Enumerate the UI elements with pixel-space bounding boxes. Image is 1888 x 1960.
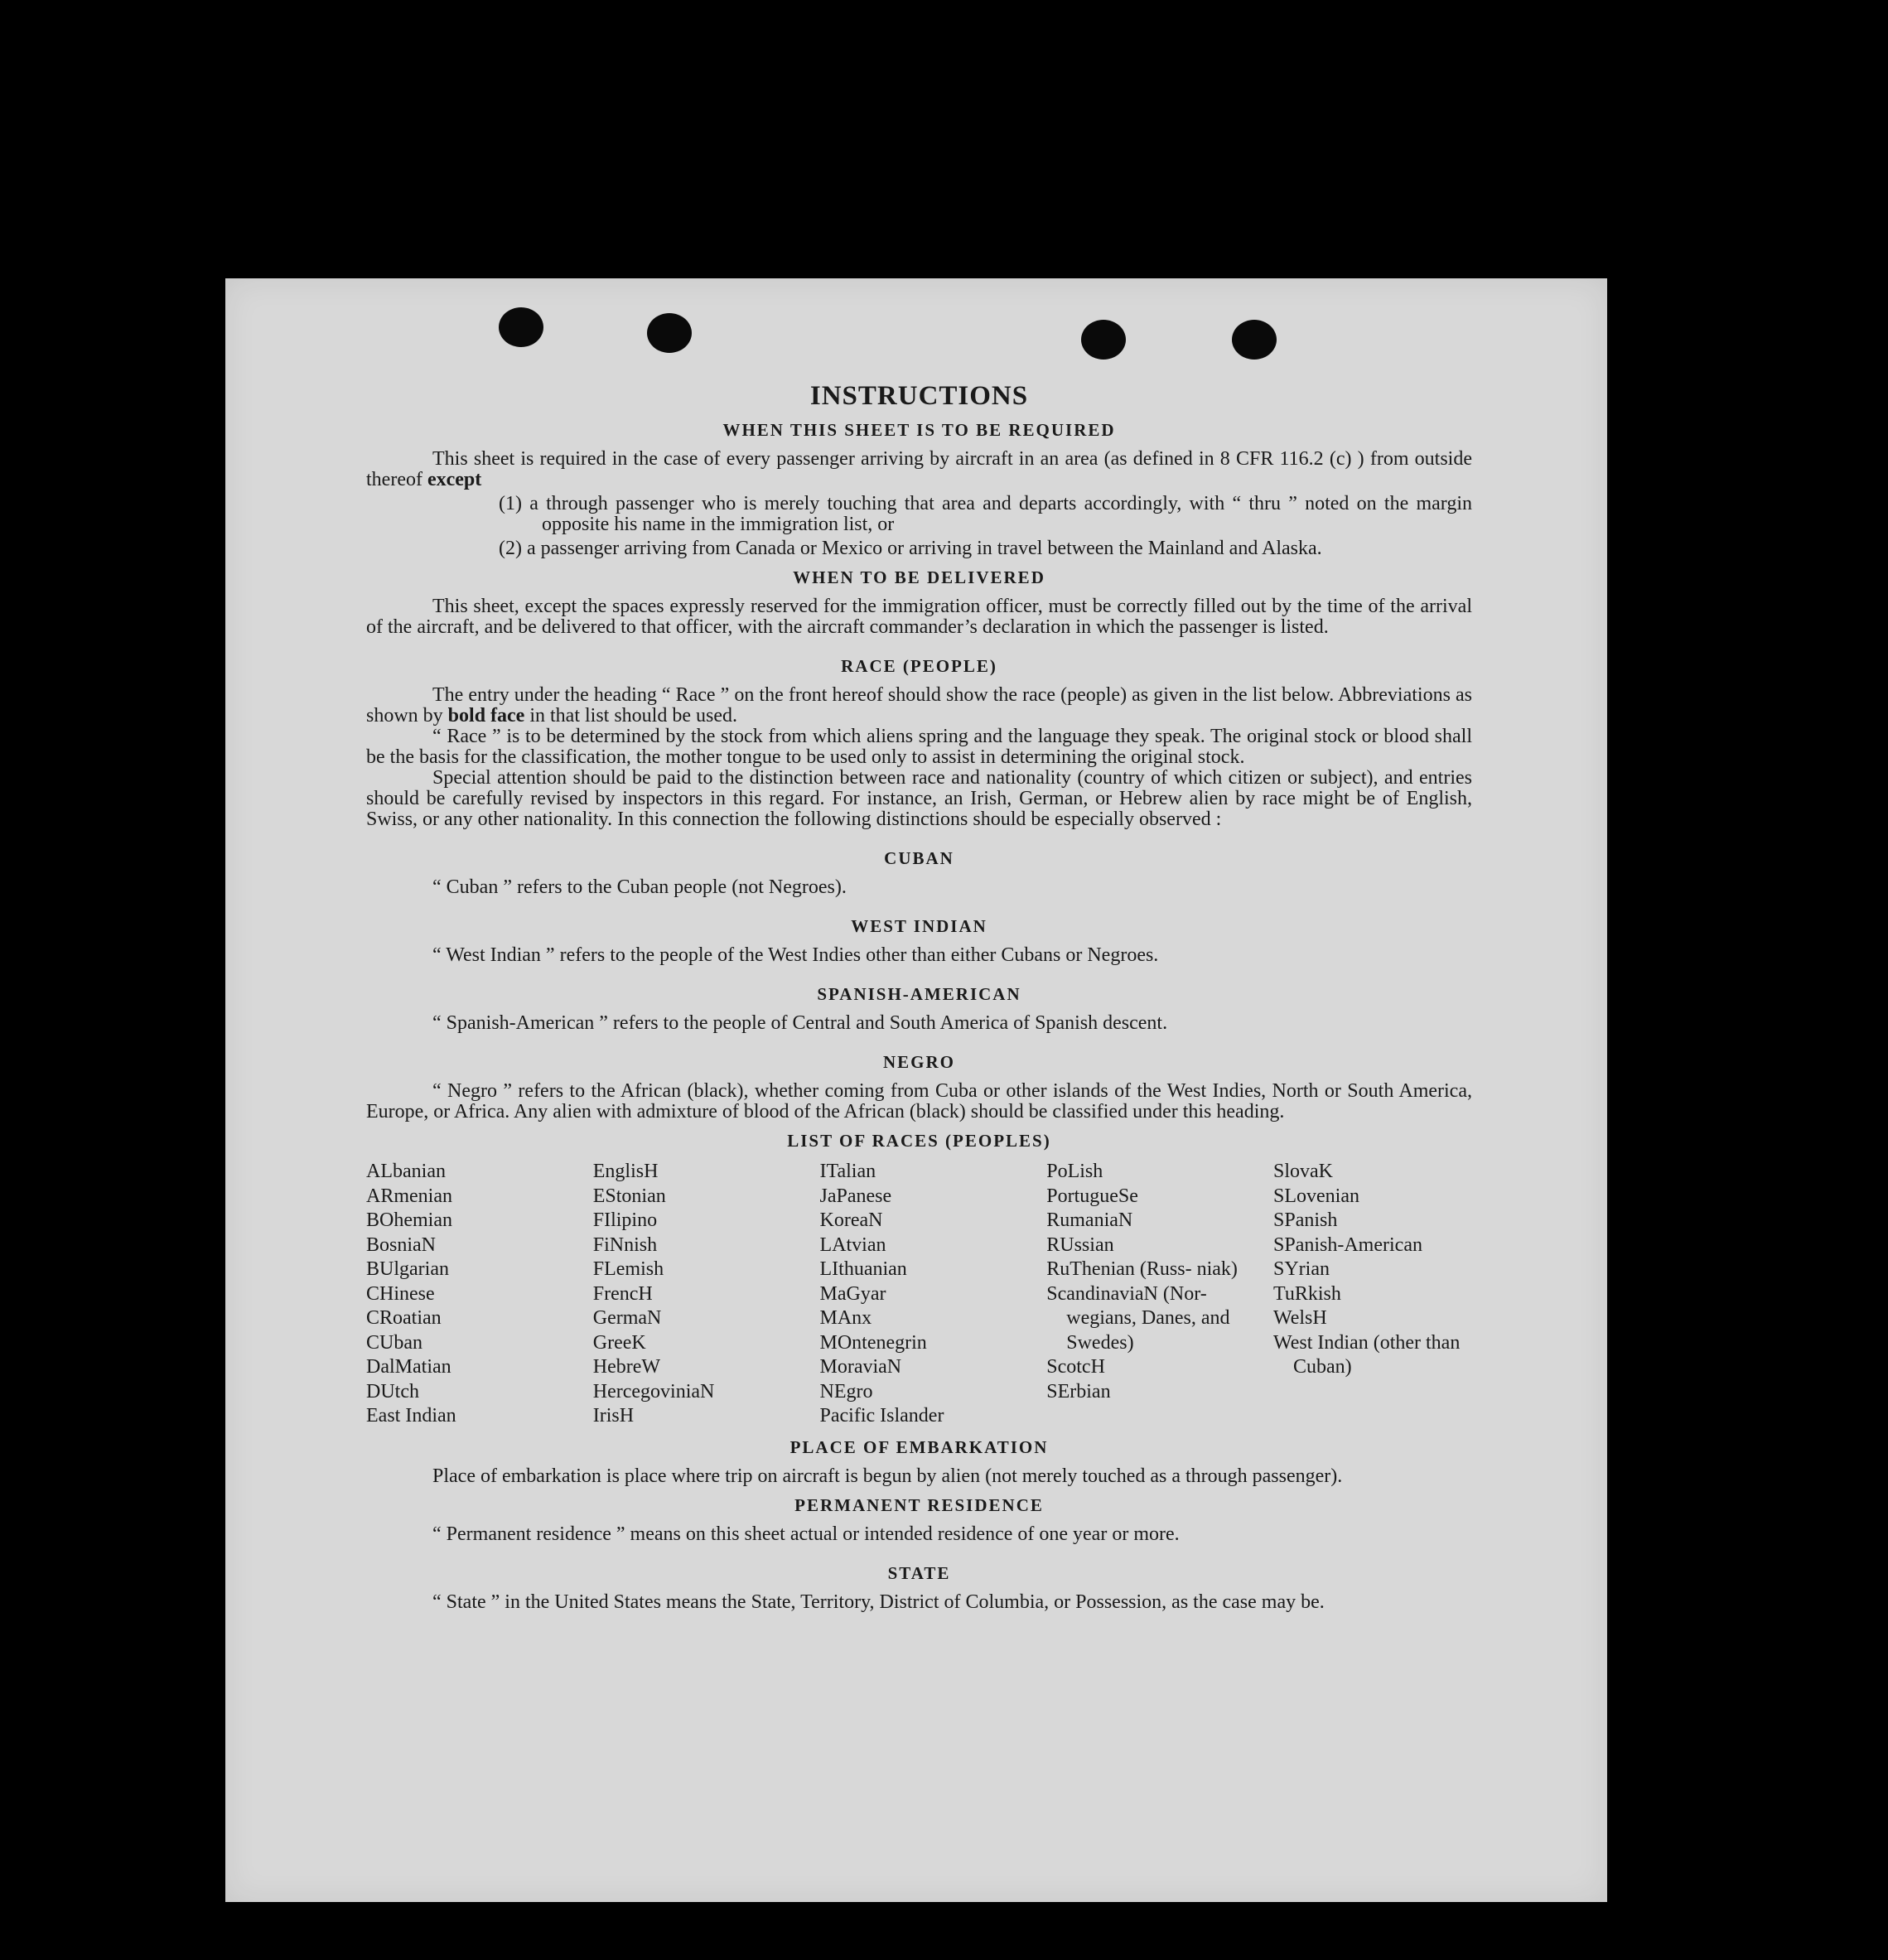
races-list (366, 1160, 1472, 1429)
race-entry: EnglisH (592, 1161, 659, 1182)
race-entry: ALbanian (366, 1161, 446, 1182)
race-entry: MAnx (819, 1307, 872, 1329)
negro-text: “ Negro ” refers to the African (black), whether coming from Cuba or other islands of the West Indies, North or South America, Europe, or Africa. Any alien with admixture of blood of the African (black) should be classified under this heading. (366, 1080, 1472, 1122)
race-entry: SLovenian (1273, 1185, 1359, 1207)
heading-state: STATE (887, 1562, 951, 1583)
race-entry: NEgro (819, 1380, 873, 1402)
heading-when-delivered: WHEN TO BE DELIVERED (793, 567, 1045, 587)
race-entry: PortugueSe (1046, 1185, 1138, 1207)
race-entry: FLemish (592, 1258, 664, 1280)
race-entry: BUlgarian (366, 1258, 449, 1280)
heading-when-required: WHEN THIS SHEET IS TO BE REQUIRED (722, 420, 1116, 440)
race-entry: MOntenegrin (819, 1331, 927, 1354)
race-entry: ScandinaviaN (Nor- wegians, Danes, and Swedes) (1046, 1282, 1230, 1354)
heading-race: RACE (PEOPLE) (841, 656, 997, 676)
race-entry: RumaniaN (1046, 1209, 1133, 1231)
cuban-text: “ Cuban ” refers to the Cuban people (not Negroes). (432, 876, 847, 898)
exception-item-2: (2) a passenger arriving from Canada or Mexico or arriving in travel between the Mainland and Alaska. (499, 538, 1322, 559)
race-entry: SYrian (1273, 1258, 1330, 1280)
races-column (1046, 1160, 1245, 1429)
race-entry: SErbian (1046, 1380, 1111, 1402)
race-entry: Pacific Islander (819, 1405, 944, 1427)
instruction-sheet (225, 278, 1607, 1902)
heading-negro: NEGRO (882, 1052, 955, 1072)
race-entry: JaPanese (819, 1185, 892, 1207)
race-entry: MaGyar (819, 1282, 886, 1305)
race-entry: FIlipino (592, 1209, 658, 1231)
race-entry: LAtvian (819, 1233, 886, 1256)
race-entry: GreeK (592, 1331, 646, 1354)
races-column (593, 1160, 792, 1429)
race-entry: LIthuanian (819, 1258, 907, 1280)
race-paragraph-2: “ Race ” is to be determined by the stock from which aliens spring and the language they speak. The original stock or blood shall be the basis for the classification, the mother tongue to be used only to assist in determining the original stock. (366, 726, 1472, 768)
residence-text: “ Permanent residence ” means on this sheet actual or intended residence of one year or more. (432, 1523, 1180, 1545)
heading-list-of-races: LIST OF RACES (PEOPLES) (787, 1131, 1051, 1151)
race-entry: ARmenian (366, 1185, 452, 1207)
race-entry: HebreW (592, 1356, 661, 1378)
race-entry: CHinese (366, 1282, 435, 1305)
race-entry: East Indian (366, 1405, 456, 1427)
race-entry: EStonian (592, 1185, 666, 1207)
punch-hole (1081, 320, 1126, 360)
heading-spanish-american: SPANISH-AMERICAN (817, 984, 1021, 1004)
race-entry: HercegoviniaN (592, 1380, 715, 1402)
race-entry: GermaN (592, 1307, 662, 1329)
race-entry: CRoatian (366, 1307, 442, 1329)
race-entry: SlovaK (1273, 1161, 1333, 1182)
punch-hole (499, 307, 543, 347)
exception-item-1: (1) a through passenger who is merely touching that area and departs accordingly, with “ thru ” noted on the margin opposite his name in the immigration list, or (499, 493, 1472, 535)
race-entry: BOhemian (366, 1209, 452, 1231)
page-title: INSTRUCTIONS (809, 381, 1029, 411)
instructions-content (366, 381, 1472, 1613)
race-entry: RuThenian (Russ- niak) (1046, 1258, 1238, 1280)
race-entry: SPanish-American (1273, 1233, 1422, 1256)
embarkation-text: Place of embarkation is place where trip on aircraft is begun by alien (not merely touched as a through passenger). (432, 1465, 1343, 1487)
race-entry: ScotcH (1046, 1356, 1105, 1378)
race-entry: FiNnish (592, 1233, 658, 1256)
race-entry: West Indian (other than Cuban) (1273, 1331, 1461, 1378)
west-indian-text: “ West Indian ” refers to the people of the West Indies other than either Cubans or Negroes. (432, 944, 1159, 966)
heading-embarkation: PLACE OF EMBARKATION (789, 1436, 1049, 1457)
when-delivered-text: This sheet, except the spaces expressly reserved for the immigration officer, must be correctly filled out by the time of the arrival of the aircraft, and be delivered to that officer, with the aircraft commander’s declaration in which the passenger is listed. (366, 596, 1472, 638)
race-entry: KoreaN (819, 1209, 883, 1231)
race-entry: MoraviaN (819, 1356, 902, 1378)
race-entry: CUban (366, 1331, 423, 1354)
race-entry: BosniaN (366, 1233, 436, 1256)
spanish-american-text: “ Spanish-American ” refers to the people of Central and South America of Spanish descent. (432, 1012, 1168, 1034)
race-entry: DalMatian (366, 1356, 451, 1378)
punch-hole (1232, 320, 1277, 360)
heading-cuban: CUBAN (884, 848, 954, 868)
race-entry: TuRkish (1273, 1282, 1341, 1305)
race-paragraph-1: The entry under the heading “ Race ” on the front hereof should show the race (people) as given in the list below. Abbreviations as shown by bold face in that list should be used. (366, 684, 1472, 727)
race-entry: WelsH (1273, 1307, 1327, 1329)
heading-permanent-residence: PERMANENT RESIDENCE (794, 1494, 1044, 1515)
race-entry: RUssian (1046, 1233, 1114, 1256)
race-entry: ITalian (819, 1161, 876, 1182)
race-entry: SPanish (1273, 1209, 1338, 1231)
punch-hole (647, 313, 692, 353)
race-entry: IrisH (592, 1405, 635, 1427)
race-entry: DUtch (366, 1380, 419, 1402)
state-text: “ State ” in the United States means the State, Territory, District of Columbia, or Possession, as the case may be. (432, 1591, 1325, 1613)
race-entry: FrencH (592, 1282, 653, 1305)
when-required-intro: This sheet is required in the case of every passenger arriving by aircraft in an area (as defined in 8 CFR 116.2 (c) ) from outside thereof except (366, 448, 1472, 490)
heading-west-indian: WEST INDIAN (851, 916, 987, 936)
races-column (820, 1160, 1019, 1429)
race-entry: PoLish (1046, 1161, 1103, 1182)
races-column (1273, 1160, 1472, 1429)
races-column (366, 1160, 565, 1429)
race-paragraph-3: Special attention should be paid to the distinction between race and nationality (country of which citizen or subject), and entries should be carefully revised by inspectors in this regard. For instance, an Irish, German, or Hebrew alien by race might be of English, Swiss, or any other nationality. In this connection the following distinctions should be especially observed : (366, 767, 1472, 830)
